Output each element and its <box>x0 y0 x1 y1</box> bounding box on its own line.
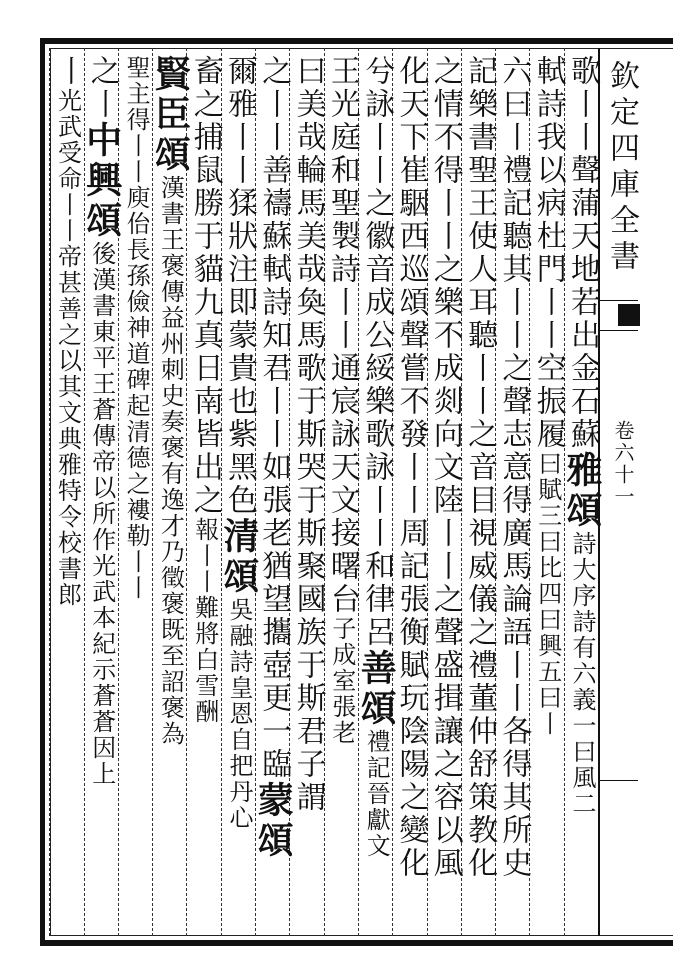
text-column <box>80 55 123 935</box>
body-text: 之情不得丨丨之樂不成剡向文陸丨丨之聲盛揖讓之容以風 <box>427 55 463 880</box>
body-text: 王光庭和聖製詩丨丨通宸詠天文接曙台 <box>324 55 360 616</box>
entry-heading: 清頌 <box>217 517 260 597</box>
body-text: 六曰丨禮記聽其丨丨之聲志意得廣馬論語丨丨各得其所史 <box>496 55 532 880</box>
entry-heading: 中興頌 <box>80 121 123 241</box>
annotation-text: 後漢書東平王蒼傳帝以所作光武本紀示蒼蒼因上 <box>87 241 116 787</box>
gutter-divider <box>598 780 638 781</box>
body-text: 曰美哉輪馬美哉奐馬歌于斯哭于斯聚國族于斯君子謂 <box>290 55 326 814</box>
annotation-text: 漢書王褒傳益州刺史奏褒有逸才乃徵褒既至詔褒為 <box>156 175 185 747</box>
text-column <box>355 55 398 935</box>
body-text: 之丨丨善禱蘇軾詩知君丨丨如張老猶望攜壺更一臨 <box>256 55 292 781</box>
volume-label: 卷六十一 <box>611 420 635 508</box>
annotation-text: 光武受命丨丨帝甚善之以其文典雅特令校書郎 <box>53 88 82 608</box>
text-column <box>50 55 86 935</box>
annotation-text: 報丨丨難將白雪酬 <box>190 517 219 725</box>
text-column <box>187 55 223 935</box>
column-rule <box>152 48 153 936</box>
gutter-divider <box>598 330 638 331</box>
text-column <box>560 55 603 935</box>
entry-heading: 善頌 <box>355 649 398 729</box>
body-text: 畜之捕鼠勝于貓九真日南皆出之 <box>187 55 223 517</box>
text-column <box>290 55 326 935</box>
text-column <box>496 55 532 935</box>
gutter-divider <box>598 300 638 301</box>
text-column <box>462 55 498 935</box>
entry-heading: 賢臣頌 <box>149 55 192 175</box>
column-rule <box>49 48 50 936</box>
annotation-text: 禮記晉獻文 <box>362 729 391 859</box>
body-text: 軾詩我以病杜門丨丨空振履 <box>530 55 566 451</box>
body-text: 兮詠丨丨之徽音成公綏樂歌詠丨丨和律呂 <box>359 55 395 649</box>
body-text: 化天下崔駰西巡頌聲嘗不發丨丨周記張衡賦玩陰陽之變化 <box>393 55 429 880</box>
annotation-text: 吳融詩皇恩自把丹心 <box>224 597 253 831</box>
annotation-text: 子成室張老 <box>327 616 356 746</box>
text-column <box>530 55 566 935</box>
book-title: 欽定四庫全書 <box>604 60 639 276</box>
text-column <box>217 55 260 935</box>
fishtail-mark <box>618 304 640 326</box>
text-column <box>393 55 429 935</box>
text-column <box>252 55 295 935</box>
body-text: 歌丨丨聲蒲天地若出金石蘇 <box>564 55 600 451</box>
body-text: 記樂書聖王使人耳聽丨丨之音目視威儀之禮董仲舒策教化 <box>462 55 498 880</box>
annotation-text: 曰賦三曰比四曰興五曰丨 <box>533 451 562 737</box>
text-column <box>120 55 152 935</box>
body-text: 丨 <box>50 55 86 88</box>
text-column <box>326 55 358 935</box>
annotation-text: 聖主得丨丨庾佁長孫儉神道碑起清德之褸勒丨丨 <box>122 55 151 601</box>
entry-heading: 蒙頌 <box>252 781 295 861</box>
text-column <box>429 55 461 935</box>
text-column <box>149 55 192 935</box>
body-text: 之丨 <box>84 55 120 121</box>
entry-heading: 雅頌 <box>560 451 603 531</box>
body-text: 爾雅丨丨猱狀注即蒙貴也紫黑色 <box>221 55 257 517</box>
annotation-text: 詩大序詩有六義一曰風二 <box>567 531 596 817</box>
